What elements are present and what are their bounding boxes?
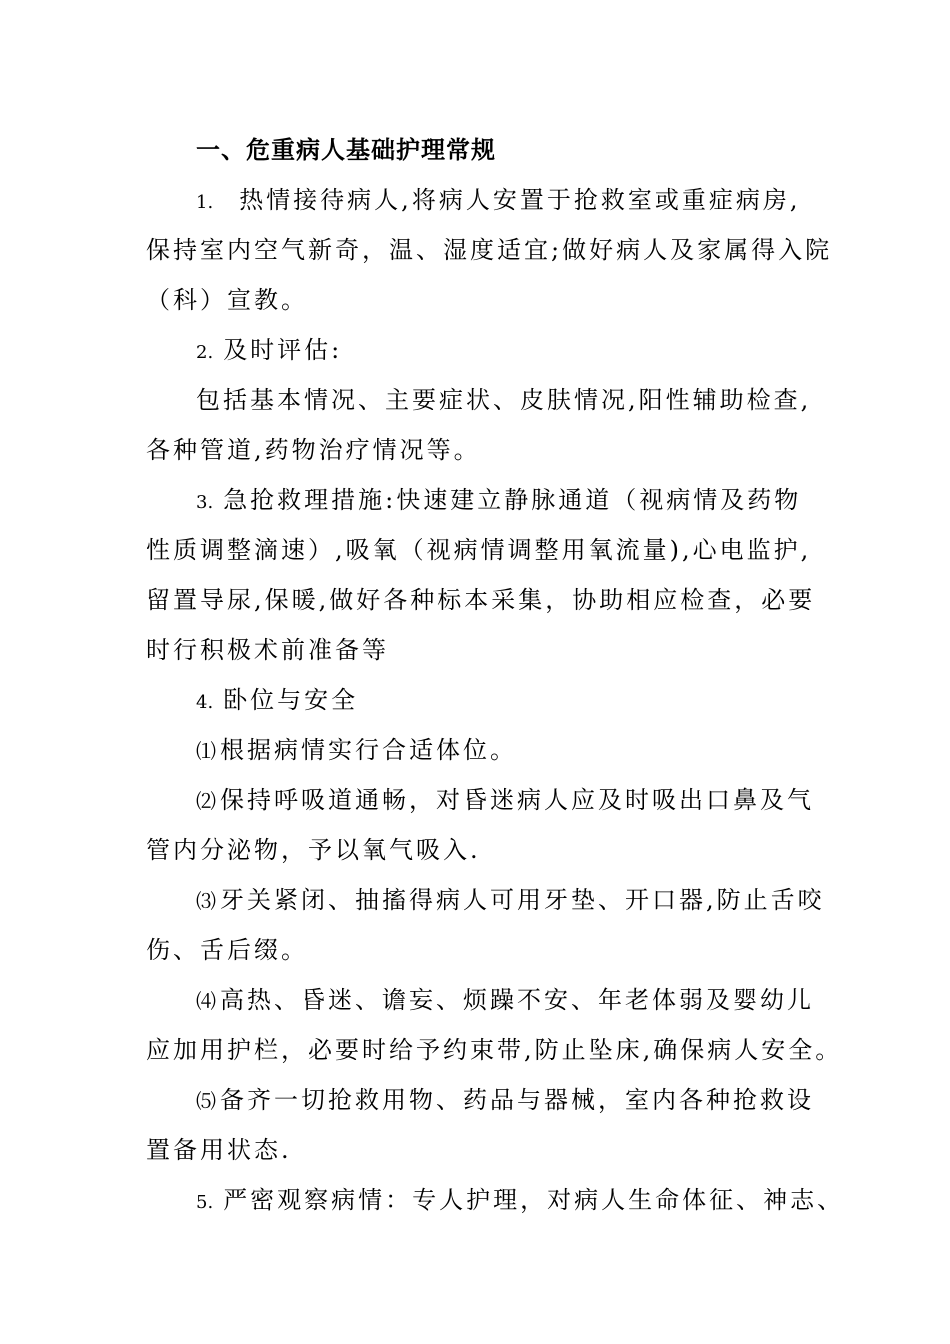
paragraph-3-line-1 <box>196 485 801 515</box>
line-text: 保持呼吸道通畅，对昏迷病人应及时吸出口鼻及气 <box>220 786 814 814</box>
line-text: 卧位与安全 <box>223 686 359 714</box>
line-text: 严密观察病情：专人护理，对病人生命体征、神志、 <box>223 1186 845 1214</box>
line-text: 急抢救理措施:快速建立静脉通道（视病情及药物 <box>223 486 802 514</box>
sub-item-4-line-2: 应加用护栏，必要时给予约束带,防止坠床,确保病人安全。 <box>146 1036 843 1064</box>
paragraph-1-line-2: 保持室内空气新奇，温、湿度适宜;做好病人及家属得入院 <box>146 236 833 264</box>
item-number: 5. <box>196 1192 214 1213</box>
sub-item-5-line-2: 置备用状态. <box>146 1136 292 1164</box>
paragraph-1-line-3: （科）宣教。 <box>146 286 308 314</box>
paragraph-3-line-2: 性质调整滴速）,吸氧（视病情调整用氧流量),心电监护, <box>146 536 812 564</box>
sub-item-2-line-1 <box>196 785 814 815</box>
section-heading: 一、危重病人基础护理常规 <box>196 136 496 164</box>
line-text: 牙关紧闭、抽搐得病人可用牙垫、开口器,防止舌咬 <box>220 886 825 914</box>
line-text: 备齐一切抢救用物、药品与器械，室内各种抢救设 <box>220 1086 814 1114</box>
sub-item-2-line-2: 管内分泌物，予以氧气吸入. <box>146 836 481 864</box>
paragraph-2-line-3: 各种管道,药物治疗情况等。 <box>146 436 481 464</box>
sub-item-3-line-2: 伤、舌后缀。 <box>146 936 308 964</box>
line-text: 根据病情实行合适体位。 <box>220 736 517 764</box>
sub-item-1-line-1 <box>196 735 517 765</box>
sub-item-number: ⑴ <box>196 739 216 763</box>
paragraph-5-line-1 <box>196 1185 844 1215</box>
line-text: 高热、昏迷、谵妄、烦躁不安、年老体弱及婴幼儿 <box>220 986 814 1014</box>
paragraph-2-line-2: 包括基本情况、主要症状、皮肤情况,阳性辅助检查, <box>196 386 812 414</box>
item-number: 4. <box>196 692 214 713</box>
sub-item-number: ⑸ <box>196 1089 216 1113</box>
sub-item-number: ⑶ <box>196 889 216 913</box>
sub-item-5-line-1 <box>196 1085 814 1115</box>
paragraph-2-line-1 <box>196 335 342 365</box>
line-text: 热情接待病人,将病人安置于抢救室或重症病房, <box>239 186 801 214</box>
line-text: 及时评估: <box>223 336 343 364</box>
paragraph-3-line-4: 时行积极术前准备等 <box>146 636 389 664</box>
paragraph-3-line-3: 留置导尿,保暖,做好各种标本采集，协助相应检查，必要 <box>146 586 816 614</box>
sub-item-number: ⑵ <box>196 789 216 813</box>
item-number: 1. <box>196 192 214 213</box>
paragraph-4-line-1 <box>196 685 358 715</box>
item-number: 3. <box>196 492 214 513</box>
sub-item-4-line-1 <box>196 985 814 1015</box>
item-number: 2. <box>196 342 214 363</box>
sub-item-number: ⑷ <box>196 989 216 1013</box>
sub-item-3-line-1 <box>196 885 825 915</box>
paragraph-1-line-1 <box>196 185 800 215</box>
